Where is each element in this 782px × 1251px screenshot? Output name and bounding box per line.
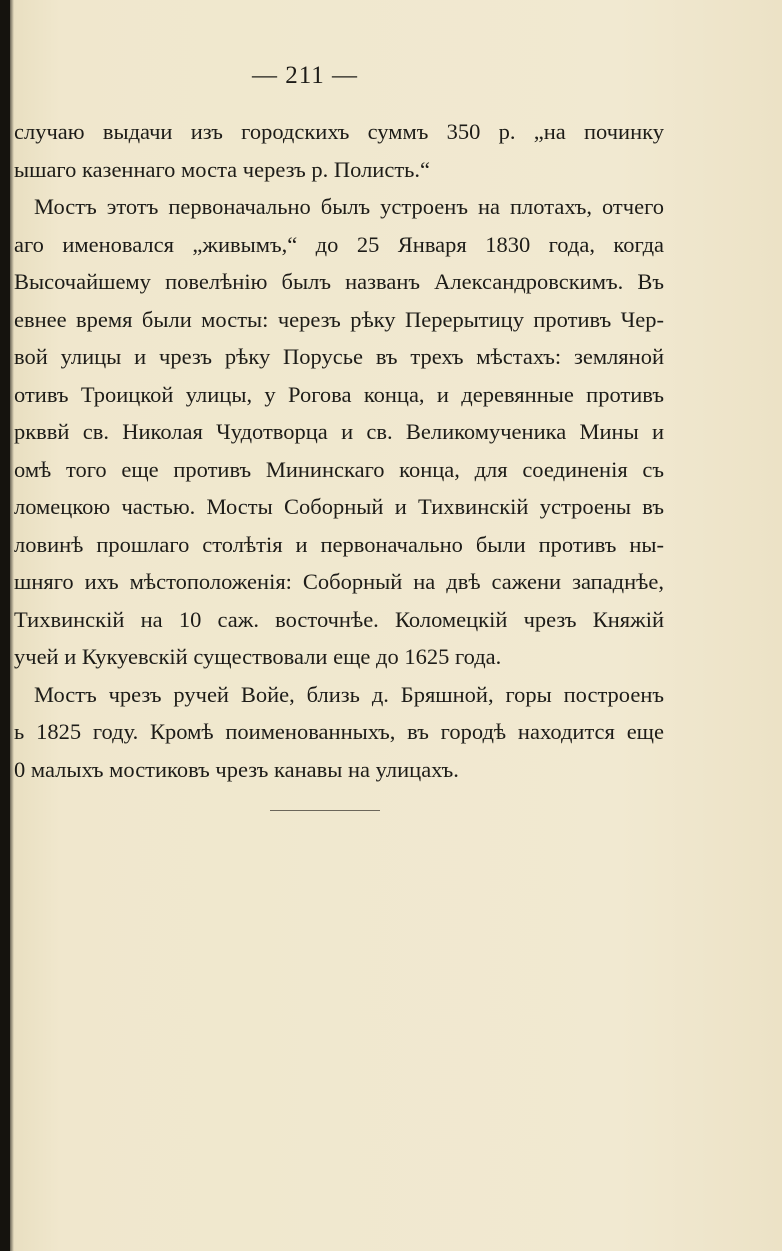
paragraph-start-line: Мостъ этотъ первоначально былъ устроенъ на плотахъ, отчего (34, 194, 664, 219)
text-line: евнее время были мосты: черезъ рѣку Перерытицу противъ Чер- (14, 306, 664, 332)
text-line: ломецкою частью. Мосты Соборный и Тихвинскій устроены въ (14, 494, 664, 519)
text-line: вой улицы и чрезъ рѣку Порусье въ трехъ мѣстахъ: земляной (14, 344, 664, 369)
page-body-text (14, 113, 664, 788)
text-line: учей и Кукуевскій существовали еще до 1625 года. (14, 644, 502, 669)
text-line: отивъ Троицкой улицы, у Рогова конца, и деревянные противъ (14, 381, 664, 407)
text-line: шняго ихъ мѣстоположенія: Соборный на двѣ сажени западнѣе, (14, 569, 664, 594)
text-line: 0 малыхъ мостиковъ чрезъ канавы на улицахъ. (14, 756, 459, 782)
text-line: Высочайшему повелѣнію былъ названъ Александровскимъ. Въ (14, 269, 664, 294)
book-spine-shadow (0, 0, 10, 1251)
text-line: ркввй св. Николая Чудотворца и св. Великомученика Мины и (14, 419, 664, 444)
page-number: — 211 — (251, 62, 359, 89)
text-line: Тихвинскій на 10 саж. восточнѣе. Коломецкій чрезъ Княжій (14, 606, 664, 632)
text-line: омѣ того еще противъ Мининскаго конца, для соединенія съ (14, 456, 664, 482)
text-line: ь 1825 году. Кромѣ поименованныхъ, въ городѣ находится еще (14, 719, 664, 744)
text-line: случаю выдачи изъ городскихъ суммъ 350 р. „на починку (14, 119, 664, 144)
text-line: ышаго казеннаго моста черезъ р. Полисть.“ (14, 156, 431, 182)
text-line: аго именовался „живымъ,“ до 25 Января 1830 года, когда (14, 231, 664, 257)
section-divider (270, 810, 380, 811)
paragraph-start-line: Мостъ чрезъ ручей Войе, близь д. Бряшной, горы построенъ (34, 681, 664, 707)
text-line: ловинѣ прошлаго столѣтія и первоначально были противъ ны- (14, 531, 664, 557)
